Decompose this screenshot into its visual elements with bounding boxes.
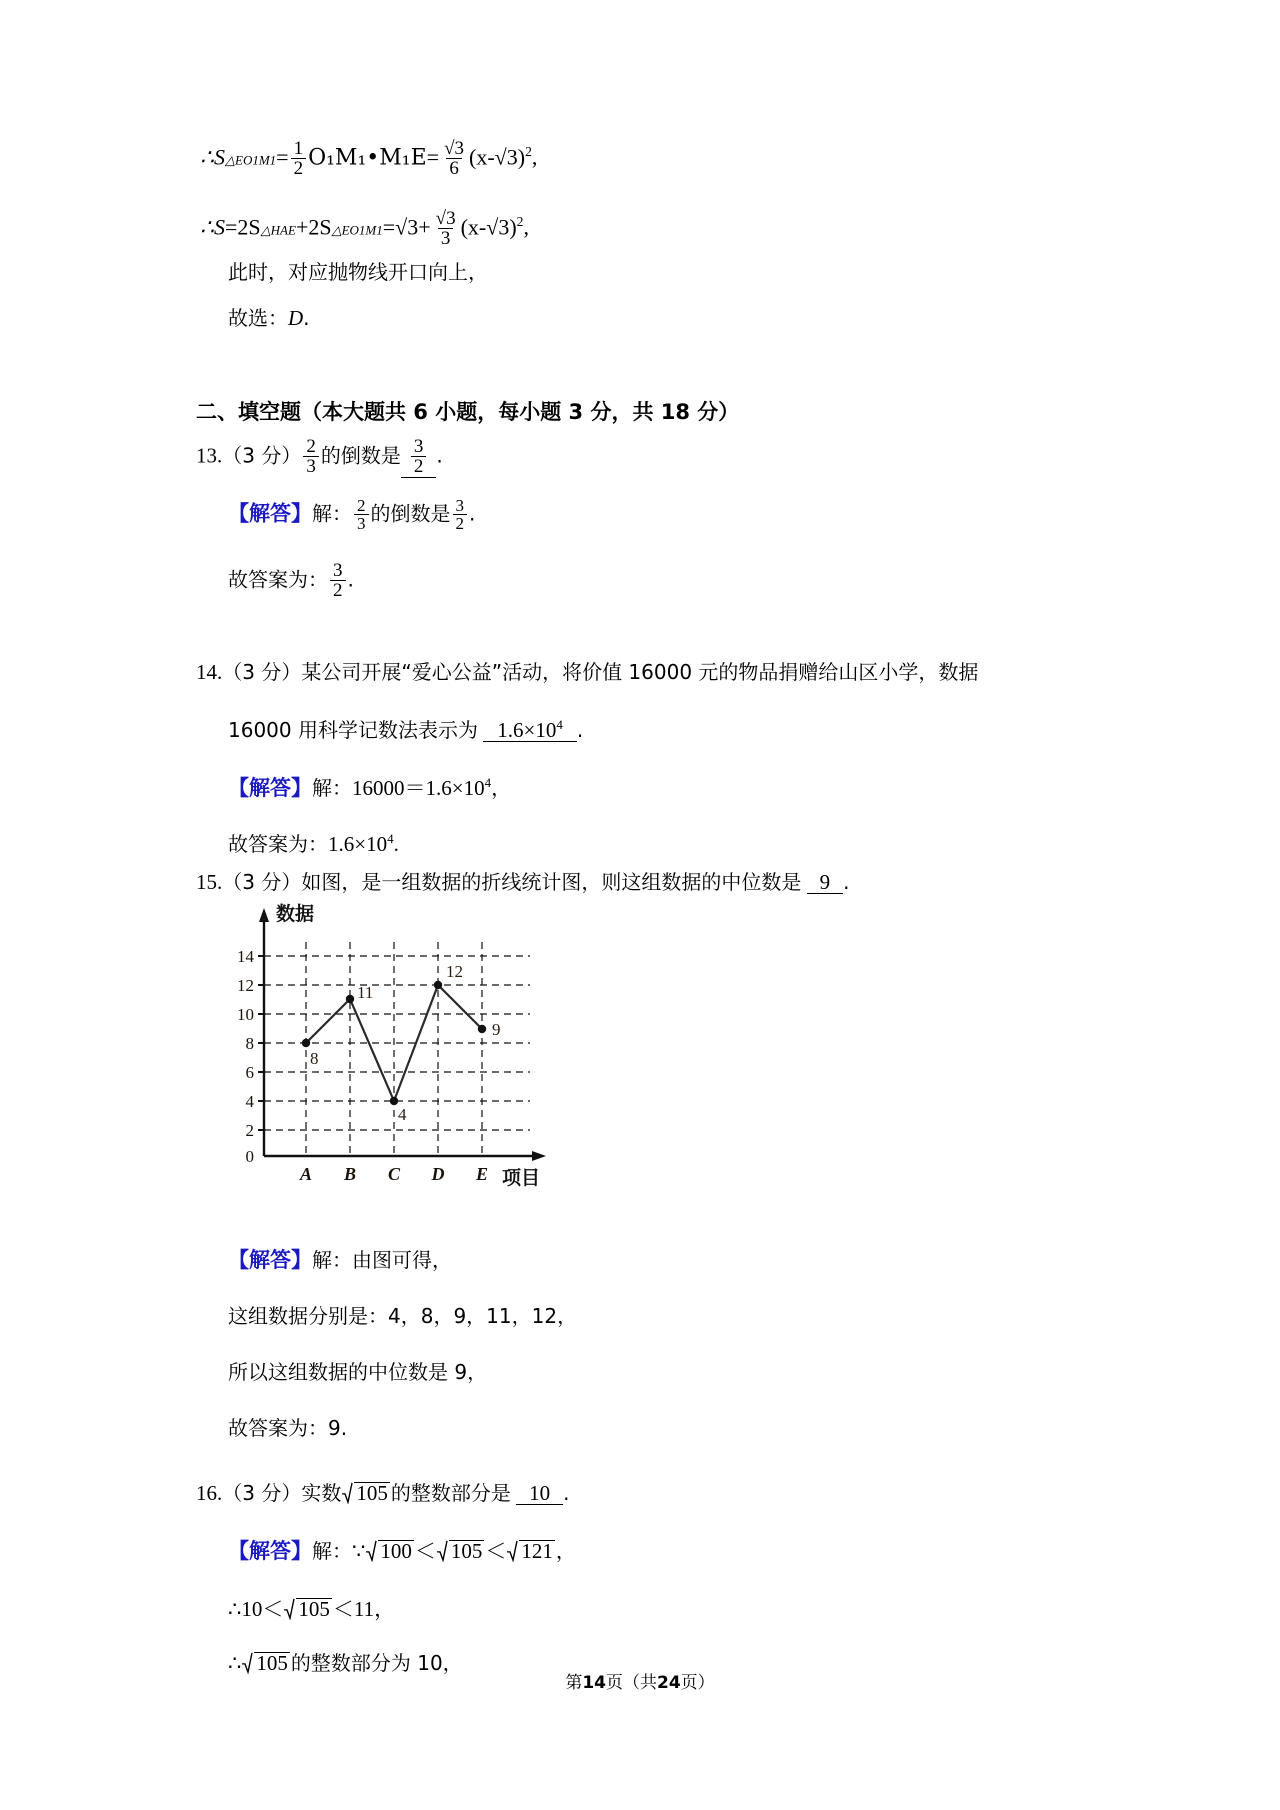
fraction-denominator: 2 (330, 580, 346, 600)
sqrt-100 (366, 1540, 414, 1562)
question-16-stem: 16.（3 分）实数 105 的整数部分是 10 . (196, 1481, 570, 1505)
plus-2: + (418, 214, 431, 240)
question-13-solution-line-2 (228, 562, 354, 601)
answer-period-13: . (347, 567, 354, 592)
radical-sign-icon (507, 1540, 518, 1562)
fraction-numerator: √3 (444, 138, 465, 159)
comma-2: , (523, 214, 529, 240)
question-13-period: . (436, 443, 443, 468)
radical-sign-icon (284, 1598, 295, 1620)
x-axis-arrow (532, 1151, 546, 1161)
solution-line-area-eo1m1 (200, 140, 537, 179)
sqrt-three-term: √3 (395, 214, 419, 240)
solution-tag-16: 【解答】 (228, 1539, 312, 1563)
fraction-numerator: 3 (333, 560, 343, 581)
question-14-answer-mantissa: 1.6×10 (497, 718, 557, 742)
data-label-D: 12 (446, 962, 463, 981)
less-than-1: ＜ (414, 1539, 436, 1563)
question-13-number: 13 (196, 443, 217, 468)
data-point-A (302, 1039, 310, 1047)
conclusion-16: 的整数部分为 10， (290, 1651, 463, 1675)
s-subscript-hae: △HAE (260, 222, 296, 238)
question-16-sqrt (342, 1482, 390, 1504)
solution-note-parabola: 此时，对应抛物线开口向上， (228, 260, 488, 284)
comma-16-1: ， (555, 1539, 576, 1563)
because-symbol: ∵ (352, 1539, 366, 1563)
radicand: 100 (380, 1539, 412, 1563)
solution-tag-14: 【解答】 (228, 776, 312, 800)
y-tick-6: 6 (245, 1063, 254, 1082)
s-subscript-eo1m1: △EO1M1 (331, 222, 383, 238)
x-axis-title: 项目 (502, 1167, 541, 1188)
choice-period: . (303, 306, 310, 330)
question-16-number: 16 (196, 1481, 217, 1505)
question-13-points: （3 分） (222, 443, 302, 468)
answer-lead-14: 故答案为： (228, 832, 328, 856)
therefore-symbol-1: ∴ (200, 144, 214, 170)
solution-13-text: 的倒数是 (370, 501, 451, 526)
fraction-sqrt3-over-6 (441, 139, 467, 178)
radicand: 121 (521, 1539, 553, 1563)
footer-middle: 页（共 (606, 1673, 657, 1693)
fraction-denominator: 6 (446, 158, 462, 178)
exponent-2: 2 (516, 214, 524, 230)
data-label-C: 4 (398, 1105, 407, 1124)
question-16-stem-prefix: 实数 (301, 1481, 342, 1505)
x-axis-tick-labels (299, 1164, 488, 1184)
footer-suffix: 页） (680, 1673, 715, 1693)
fraction-denominator: 2 (411, 456, 427, 476)
question-13-answer-fraction (411, 437, 427, 476)
choice-answer: D (288, 306, 304, 330)
plus-1: +2S (295, 214, 332, 240)
question-13-solution-line-1 (228, 498, 475, 533)
radicand: 105 (356, 1481, 388, 1505)
solution-lead-13: 解： (312, 501, 352, 526)
question-14-stem-text: 某公司开展“爱心公益”活动，将价值 16000 元的物品捐赠给山区小学，数据 (301, 660, 979, 684)
binomial-term-1: (x-√3) (469, 144, 526, 170)
radicand: 105 (256, 1651, 288, 1675)
data-label-E: 9 (492, 1020, 501, 1039)
question-15-stem: 15.（3 分）如图，是一组数据的折线统计图，则这组数据的中位数是 9 . (196, 870, 850, 894)
data-point-B (346, 995, 354, 1003)
lower-bound-16: 10＜ (241, 1597, 284, 1621)
y-tick-12: 12 (237, 976, 254, 995)
final-answer-13-fraction (330, 561, 346, 600)
solution-14-body: 16000＝1.6×10 (352, 776, 485, 800)
answer-period-14: . (393, 832, 399, 856)
sqrt-121 (507, 1540, 555, 1562)
fraction-numerator: 3 (455, 496, 464, 515)
s-symbol-1: S (214, 144, 225, 170)
solution-lead-16: 解： (312, 1539, 352, 1563)
section-heading-fill-in-blank: 二、填空题（本大题共 6 小题，每小题 3 分，共 18 分） (196, 400, 740, 424)
x-tick-D: D (431, 1164, 445, 1184)
question-15-answer-blank: 9 (807, 872, 844, 894)
question-14-stem-line2 (228, 718, 583, 742)
footer-prefix: 第 (565, 1673, 583, 1693)
x-tick-B: B (343, 1164, 357, 1184)
question-14-answer-exponent: 4 (556, 717, 563, 732)
equals-3: =2S (225, 214, 261, 240)
radicand: 105 (298, 1597, 330, 1621)
fraction-numerator: √3 (435, 208, 456, 229)
y-tick-10: 10 (237, 1005, 254, 1024)
question-15-solution-line-1 (228, 1250, 452, 1271)
comma-1: , (531, 144, 538, 170)
less-than-2: ＜ (485, 1539, 507, 1563)
equals-1: = (276, 144, 289, 170)
fraction-sqrt3-over-3 (433, 209, 459, 248)
question-16-solution-line-1 (228, 1540, 576, 1562)
fraction-denominator: 3 (303, 456, 319, 476)
exponent-1: 2 (525, 144, 532, 160)
y-tick-2: 2 (245, 1121, 254, 1140)
question-15-period: . (843, 870, 850, 894)
radical-sign-icon (366, 1540, 377, 1562)
therefore-symbol-2: ∴ (200, 214, 214, 240)
question-14-solution-line-2 (228, 832, 399, 855)
sqrt-105-a (437, 1540, 485, 1562)
fraction-numerator: 2 (306, 436, 316, 457)
solution-choice-line (228, 308, 310, 329)
data-label-B: 11 (357, 983, 374, 1002)
question-16-answer-blank: 10 (516, 1483, 563, 1505)
x-tick-A: A (299, 1164, 313, 1184)
question-15-solution-line-4: 故答案为：9. (228, 1416, 348, 1440)
question-13-stem: 13.（3 分） $\frac{2}{3}$ 的倒数是 $\frac{3}{2}$ . (196, 436, 443, 477)
solution-tag-13: 【解答】 (228, 501, 312, 526)
question-15-number: 15 (196, 870, 217, 894)
question-13-stem-fraction (303, 437, 319, 476)
y-tick-4: 4 (245, 1092, 254, 1111)
binomial-term-2: (x-√3) (460, 214, 517, 240)
y-axis-tick-labels (237, 947, 255, 1166)
question-14-stem-line1: 14.（3 分）某公司开展“爱心公益”活动，将价值 16000 元的物品捐赠给山区小学，数据 (196, 660, 979, 684)
segment-product-expression: O₁M₁•M₁E (308, 145, 427, 171)
question-16-points: （3 分） (222, 1481, 302, 1505)
question-14-points: （3 分） (222, 660, 302, 684)
y-tick-8: 8 (245, 1034, 254, 1053)
therefore-symbol-16-1: ∴ (228, 1597, 242, 1621)
footer-page-number: 14 (582, 1673, 606, 1693)
question-15-solution-line-3: 所以这组数据的中位数是 9， (228, 1360, 488, 1384)
question-14-period: . (576, 718, 584, 742)
data-point-D (434, 981, 442, 989)
upper-bound-16: ＜11， (332, 1597, 396, 1621)
question-16-solution-line-2 (228, 1598, 395, 1620)
y-tick-14: 14 (237, 947, 254, 966)
solution-13-fraction-b (453, 497, 468, 532)
final-answer-14-exponent: 4 (387, 831, 394, 846)
footer-total-pages: 24 (657, 1673, 681, 1693)
y-tick-0: 0 (245, 1147, 254, 1166)
fraction-numerator: 1 (293, 138, 304, 159)
solution-lead-15: 解：由图可得， (312, 1248, 452, 1272)
choice-prefix: 故选： (228, 306, 288, 330)
fraction-denominator: 3 (354, 514, 369, 532)
x-tick-E: E (475, 1164, 489, 1184)
radical-sign-icon (437, 1540, 448, 1562)
sqrt-105-b (284, 1598, 332, 1620)
solution-14-exponent: 4 (484, 775, 492, 790)
radicand: 105 (450, 1539, 483, 1563)
fraction-one-half (291, 139, 307, 178)
y-axis-title: 数据 (276, 903, 315, 925)
question-14-solution-line-1 (228, 776, 511, 799)
data-point-C (390, 1097, 398, 1105)
y-axis-arrow (259, 908, 269, 922)
solution-13-fraction-a (354, 497, 369, 532)
data-label-A: 8 (310, 1049, 319, 1068)
question-14-answer-blank (483, 718, 577, 742)
solution-line-total-area (200, 210, 529, 249)
solution-14-comma: ， (491, 776, 512, 800)
x-tick-C: C (387, 1164, 401, 1184)
question-16-period: . (563, 1481, 570, 1505)
question-13-stem-text: 的倒数是 (320, 443, 401, 468)
fraction-numerator: 3 (413, 436, 424, 457)
fraction-denominator: 2 (291, 158, 307, 178)
question-15-stem-text: 如图，是一组数据的折线统计图，则这组数据的中位数是 (301, 870, 802, 894)
question-15-solution-line-2: 这组数据分别是：4，8，9，11，12， (228, 1304, 578, 1328)
line-chart-figure (224, 898, 554, 1188)
question-14-number: 14 (196, 660, 217, 684)
s-subscript-1: △EO1M1 (225, 152, 277, 168)
page-footer (0, 1668, 1280, 1693)
question-14-stem-text-2: 16000 用科学记数法表示为 (228, 718, 478, 742)
line-chart-svg (224, 898, 554, 1188)
solution-lead-14: 解： (312, 776, 352, 800)
solution-13-period: . (469, 501, 476, 526)
therefore-symbol-16-2: ∴ (228, 1651, 242, 1675)
question-15-points: （3 分） (222, 870, 302, 894)
answer-lead-13: 故答案为： (228, 567, 328, 592)
s-symbol-2: S (214, 214, 225, 240)
solution-tag-15: 【解答】 (228, 1248, 312, 1272)
equals-4: = (382, 214, 396, 240)
fraction-denominator: 2 (453, 514, 468, 532)
fraction-numerator: 2 (357, 496, 366, 515)
radical-sign-icon (342, 1482, 353, 1504)
final-answer-14: 1.6×10 (328, 832, 388, 856)
equals-2: = (426, 144, 440, 170)
fraction-denominator: 3 (438, 228, 454, 248)
question-16-stem-suffix: 的整数部分是 (390, 1481, 511, 1505)
data-point-E (478, 1025, 486, 1033)
question-13-answer-blank (401, 438, 437, 478)
